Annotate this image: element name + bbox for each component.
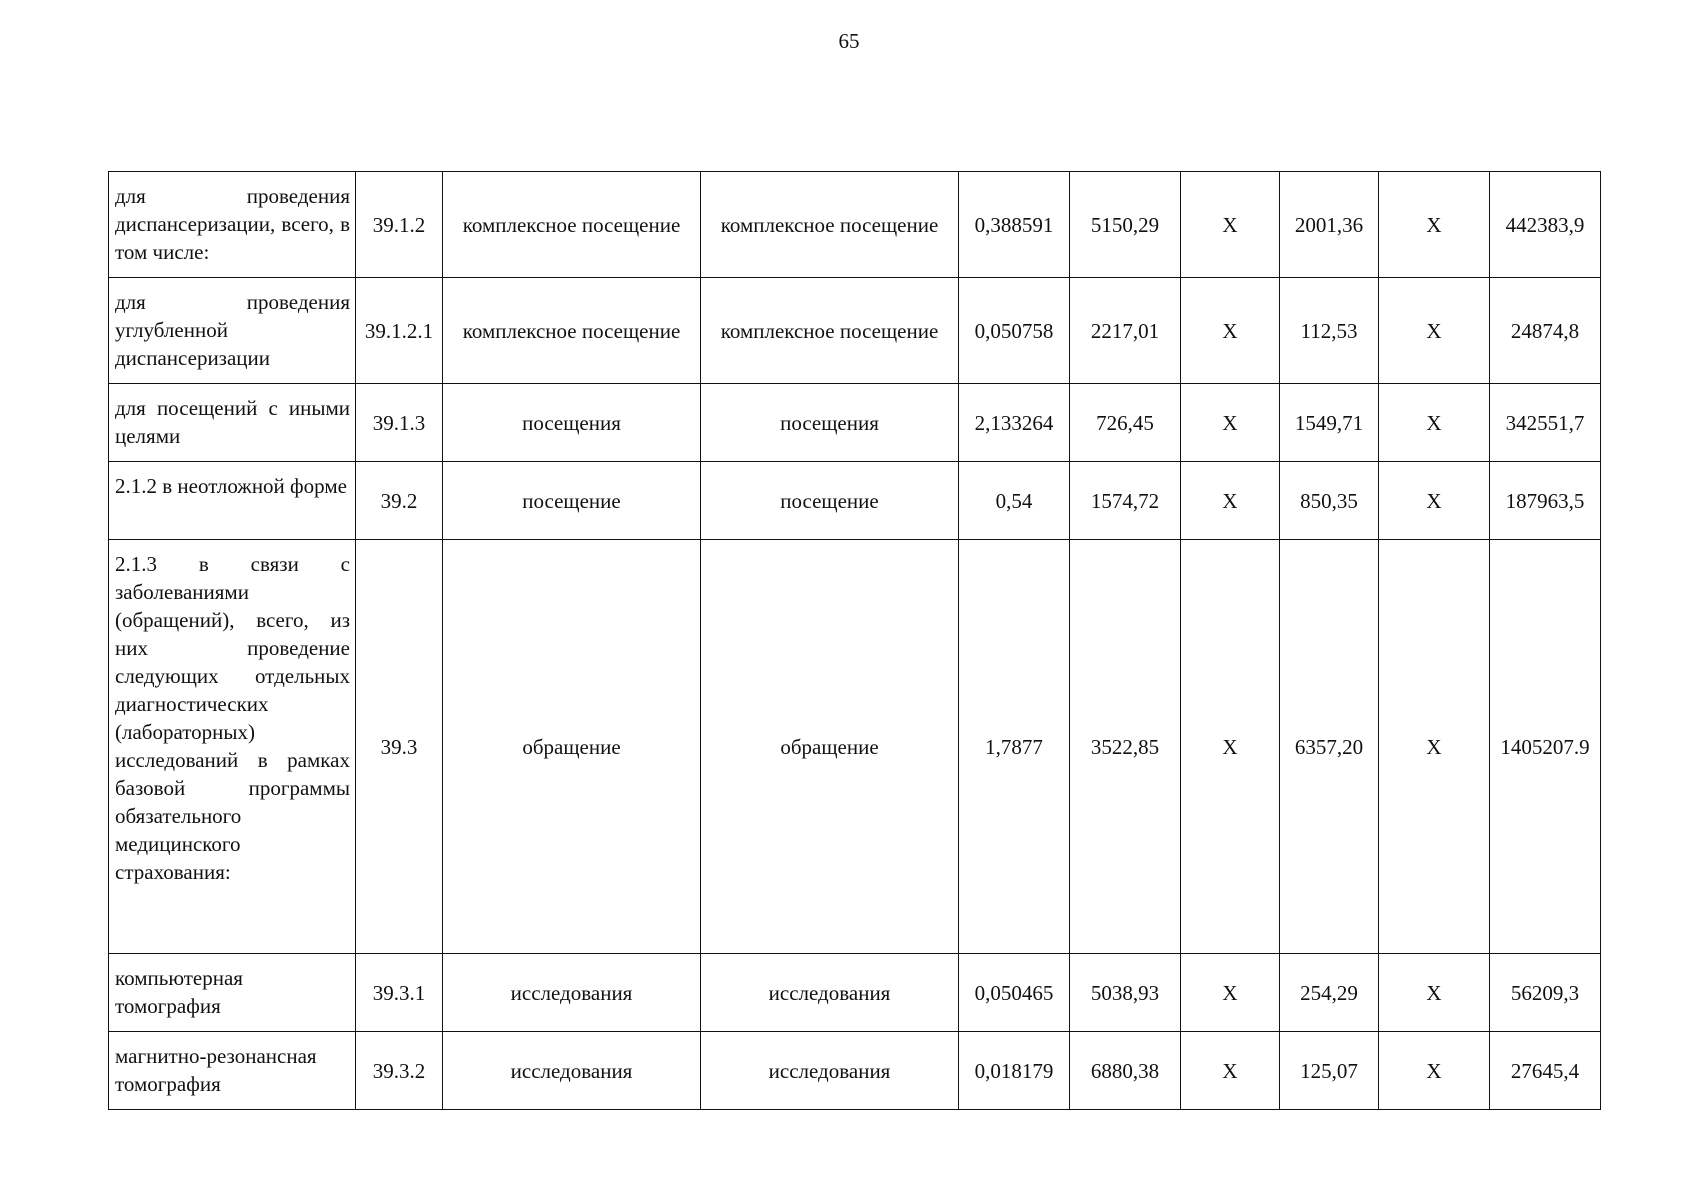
row-code-cell: 39.2: [356, 462, 443, 540]
value-cell: 0,54: [959, 462, 1070, 540]
row-name-cell: для проведения углубленной диспансеризации: [109, 278, 356, 384]
value-cell: 442383,9: [1490, 172, 1601, 278]
table-row: [109, 540, 1601, 954]
value-cell: 2001,36: [1280, 172, 1379, 278]
value-cell: Х: [1181, 278, 1280, 384]
unit-cell: посещение: [443, 462, 701, 540]
value-cell: 1574,72: [1070, 462, 1181, 540]
page-number: 65: [838, 29, 860, 53]
value-cell: 24874,8: [1490, 278, 1601, 384]
value-cell: 6880,38: [1070, 1032, 1181, 1110]
row-code-cell: 39.1.2: [356, 172, 443, 278]
value-cell: 5038,93: [1070, 954, 1181, 1032]
table-row: [109, 278, 1601, 384]
value-cell: 0,018179: [959, 1032, 1070, 1110]
value-cell: 850,35: [1280, 462, 1379, 540]
value-cell: Х: [1181, 1032, 1280, 1110]
value-cell: 112,53: [1280, 278, 1379, 384]
row-name-cell: 2.1.3 в связи с заболеваниями (обращений), всего, из них проведение следующих отдельных диагностических (лабораторных) исследований в рамках базовой программы обязательного медицинского страхования:: [109, 540, 356, 954]
value-cell: Х: [1379, 462, 1490, 540]
value-cell: 726,45: [1070, 384, 1181, 462]
value-cell: Х: [1379, 954, 1490, 1032]
unit-cell: обращение: [443, 540, 701, 954]
row-code-cell: 39.3.1: [356, 954, 443, 1032]
data-table: [108, 171, 1601, 1110]
value-cell: 0,388591: [959, 172, 1070, 278]
unit-cell: посещения: [443, 384, 701, 462]
value-cell: Х: [1379, 278, 1490, 384]
unit-cell: исследования: [701, 954, 959, 1032]
unit-cell: исследования: [443, 1032, 701, 1110]
unit-cell: обращение: [701, 540, 959, 954]
unit-cell: комплексное посещение: [443, 172, 701, 278]
row-name-cell: магнитно-резонансная томография: [109, 1032, 356, 1110]
value-cell: Х: [1379, 1032, 1490, 1110]
value-cell: 2217,01: [1070, 278, 1181, 384]
value-cell: Х: [1181, 540, 1280, 954]
table-row: [109, 954, 1601, 1032]
value-cell: 2,133264: [959, 384, 1070, 462]
value-cell: 1,7877: [959, 540, 1070, 954]
value-cell: 5150,29: [1070, 172, 1181, 278]
value-cell: 342551,7: [1490, 384, 1601, 462]
value-cell: Х: [1379, 540, 1490, 954]
value-cell: Х: [1181, 462, 1280, 540]
value-cell: 1549,71: [1280, 384, 1379, 462]
unit-cell: комплексное посещение: [443, 278, 701, 384]
value-cell: 187963,5: [1490, 462, 1601, 540]
table-row: [109, 172, 1601, 278]
value-cell: Х: [1181, 384, 1280, 462]
value-cell: 3522,85: [1070, 540, 1181, 954]
unit-cell: исследования: [701, 1032, 959, 1110]
unit-cell: посещение: [701, 462, 959, 540]
row-name-cell: для посещений с иными целями: [109, 384, 356, 462]
table-row: [109, 1032, 1601, 1110]
table-row: [109, 462, 1601, 540]
row-code-cell: 39.3: [356, 540, 443, 954]
value-cell: 1405207.9: [1490, 540, 1601, 954]
row-code-cell: 39.3.2: [356, 1032, 443, 1110]
value-cell: 56209,3: [1490, 954, 1601, 1032]
row-name-cell: для проведения диспансеризации, всего, в том числе:: [109, 172, 356, 278]
row-name-cell: компьютерная томография: [109, 954, 356, 1032]
row-name-cell: 2.1.2 в неотложной форме: [109, 462, 356, 540]
value-cell: 6357,20: [1280, 540, 1379, 954]
value-cell: 254,29: [1280, 954, 1379, 1032]
value-cell: 0,050465: [959, 954, 1070, 1032]
unit-cell: посещения: [701, 384, 959, 462]
unit-cell: исследования: [443, 954, 701, 1032]
value-cell: Х: [1379, 384, 1490, 462]
row-code-cell: 39.1.2.1: [356, 278, 443, 384]
value-cell: Х: [1181, 954, 1280, 1032]
unit-cell: комплексное посещение: [701, 278, 959, 384]
value-cell: 125,07: [1280, 1032, 1379, 1110]
value-cell: Х: [1379, 172, 1490, 278]
row-code-cell: 39.1.3: [356, 384, 443, 462]
value-cell: 27645,4: [1490, 1032, 1601, 1110]
value-cell: 0,050758: [959, 278, 1070, 384]
unit-cell: комплексное посещение: [701, 172, 959, 278]
value-cell: Х: [1181, 172, 1280, 278]
table-row: [109, 384, 1601, 462]
